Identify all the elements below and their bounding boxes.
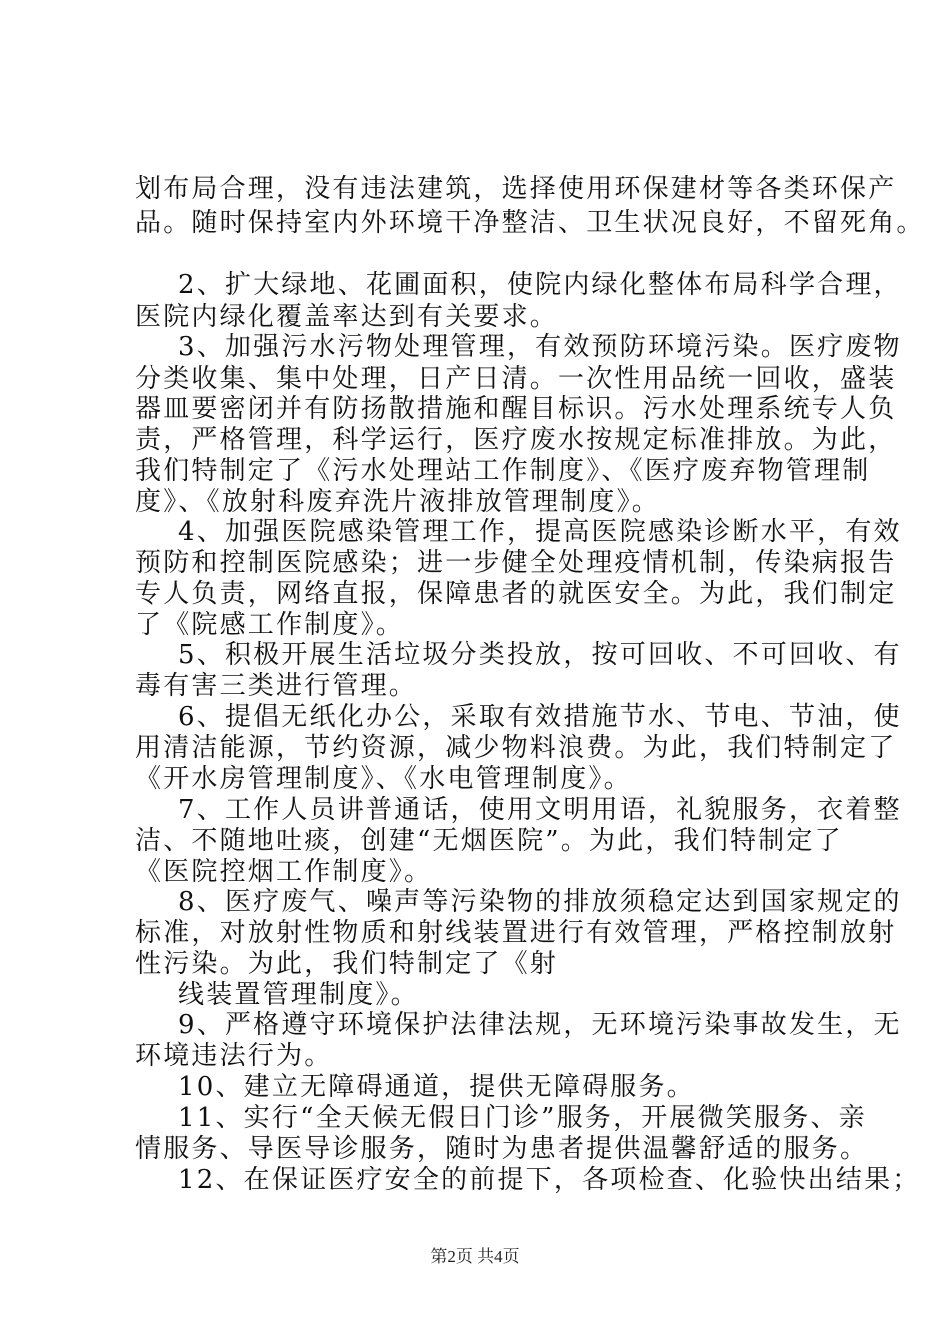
text-line: 器皿要密闭并有防扬散措施和醒目标识。污水处理系统专人负 [135,394,897,424]
text-line: 线装置管理制度》。 [178,980,419,1010]
text-line: 用清洁能源，节约资源，减少物料浪费。为此，我们特制定了 [135,733,897,763]
text-line: 性污染。为此，我们特制定了《射 [135,949,559,979]
text-line: 11、实行“全天候无假日门诊”服务，开展微笑服务、亲 [178,1103,867,1133]
text-line: 7、工作人员讲普通话，使用文明用语，礼貌服务，衣着整 [178,795,902,825]
page-number: 第2页 共4页 [430,1247,520,1266]
text-line: 责，严格管理，科学运行，医疗废水按规定标准排放。为此， [135,425,897,455]
text-line: 毒有害三类进行管理。 [135,671,418,701]
text-line: 3、加强污水污物处理管理，有效预防环境污染。医疗废物 [178,332,902,362]
text-line: 我们特制定了《污水处理站工作制度》、《医疗废弃物管理制 [135,456,871,486]
text-line: 8、医疗废气、噪声等污染物的排放须稳定达到国家规定的 [178,887,902,917]
text-line: 9、严格遵守环境保护法律法规，无环境污染事故发生，无 [178,1010,902,1040]
text-line: 10、建立无障碍通道，提供无障碍服务。 [178,1072,695,1102]
text-line: 度》、《放射科废弃洗片液排放管理制度》。 [135,487,661,517]
text-line: 12、在保证医疗安全的前提下，各项检查、化验快出结果； [178,1165,921,1195]
text-line: 2、扩大绿地、花圃面积，使院内绿化整体布局科学合理， [178,270,902,300]
text-line: 医院内绿化覆盖率达到有关要求。 [135,302,559,332]
text-line: 品。随时保持室内外环境干净整洁、卫生状况良好，不留死角。 [135,208,925,238]
text-line: 预防和控制医院感染；进一步健全处理疫情机制，传染病报告 [135,548,897,578]
text-line: 分类收集、集中处理，日产日清。一次性用品统一回收，盛装 [135,364,897,394]
text-line: 《医院控烟工作制度》。 [135,857,433,887]
text-line: 4、加强医院感染管理工作，提高医院感染诊断水平，有效 [178,517,902,547]
text-line: 情服务、导医导诊服务，随时为患者提供温馨舒适的服务。 [135,1134,869,1164]
text-line: 划布局合理，没有违法建筑，选择使用环保建材等各类环保产 [135,174,897,204]
text-line: 专人负责，网络直报，保障患者的就医安全。为此，我们制定 [135,579,897,609]
text-line: 环境违法行为。 [135,1041,333,1071]
text-line: 6、提倡无纸化办公，采取有效措施节水、节电、节油，使 [178,702,902,732]
text-line: 标准，对放射性物质和射线装置进行有效管理，严格控制放射 [135,918,897,948]
text-line: 《开水房管理制度》、《水电管理制度》。 [135,764,632,794]
text-line: 5、积极开展生活垃圾分类投放，按可回收、不可回收、有 [178,640,902,670]
text-line: 洁、不随地吐痰，创建“无烟医院”。为此，我们特制定了 [135,826,843,856]
text-line: 了《院感工作制度》。 [135,610,405,640]
